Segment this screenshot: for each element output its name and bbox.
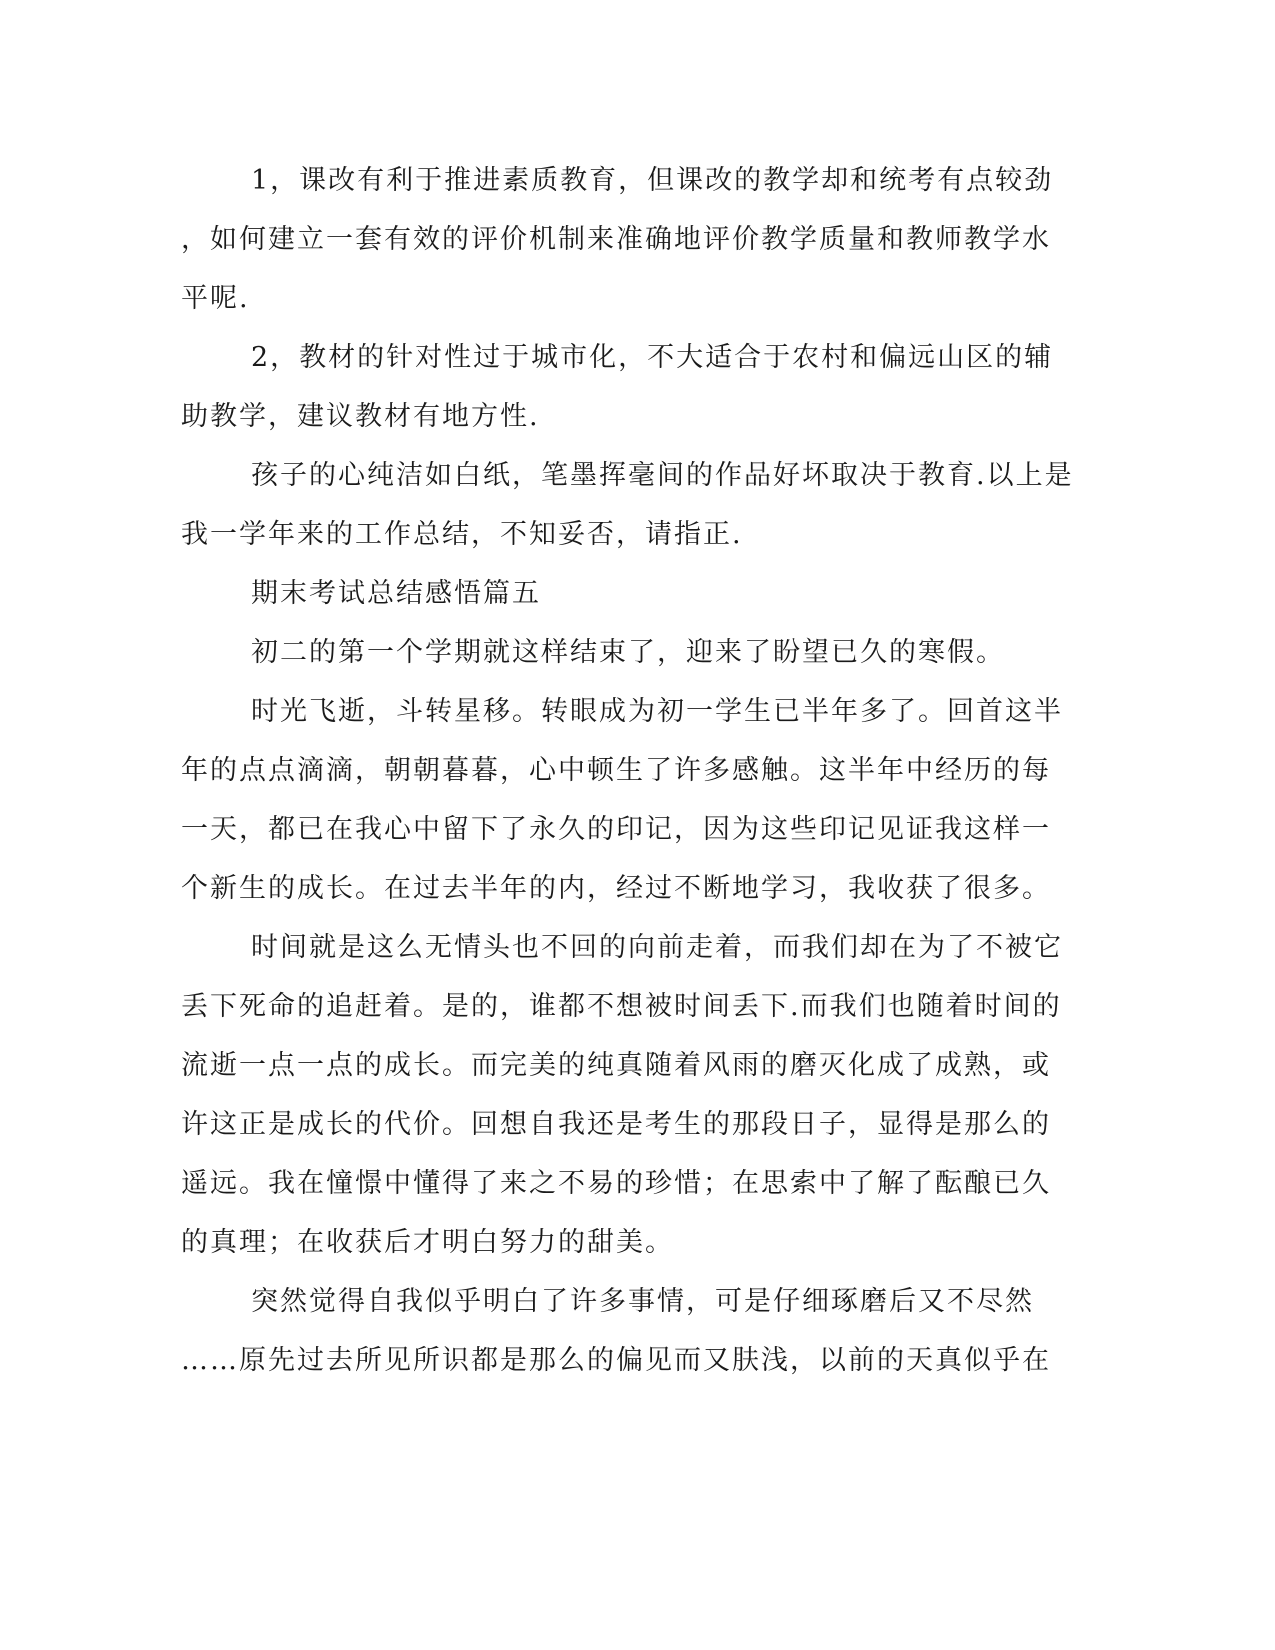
text-line: ，如何建立一套有效的评价机制来准确地评价教学质量和教师教学水 <box>181 224 1051 255</box>
text-line: 个新生的成长。在过去半年的内，经过不断地学习，我收获了很多。 <box>181 873 1051 904</box>
text-line: 一天，都已在我心中留下了永久的印记，因为这些印记见证我这样一 <box>181 814 1051 845</box>
text-line: 我一学年来的工作总结，不知妥否，请指正. <box>181 519 743 550</box>
text-line: 遥远。我在憧憬中懂得了来之不易的珍惜；在思索中了解了酝酿已久 <box>181 1168 1051 1199</box>
text-line: 突然觉得自我似乎明白了许多事情，可是仔细琢磨后又不尽然 <box>251 1286 1034 1317</box>
text-line: ……原先过去所见所识都是那么的偏见而又肤浅，以前的天真似乎在 <box>181 1345 1051 1376</box>
text-line: 许这正是成长的代价。回想自我还是考生的那段日子，显得是那么的 <box>181 1109 1051 1140</box>
text-line: 丢下死命的追赶着。是的，谁都不想被时间丢下.而我们也随着时间的 <box>181 991 1062 1022</box>
text-line: 1，课改有利于推进素质教育，但课改的教学却和统考有点较劲 <box>251 165 1054 196</box>
section-heading: 期末考试总结感悟篇五 <box>251 578 541 609</box>
text-line: 2，教材的针对性过于城市化，不大适合于农村和偏远山区的辅 <box>251 342 1054 373</box>
text-line: 初二的第一个学期就这样结束了，迎来了盼望已久的寒假。 <box>251 637 1005 668</box>
text-line: 年的点点滴滴，朝朝暮暮，心中顿生了许多感触。这半年中经历的每 <box>181 755 1051 786</box>
text-line: 孩子的心纯洁如白纸，笔墨挥毫间的作品好坏取决于教育.以上是 <box>251 460 1074 491</box>
text-line: 平呢. <box>181 283 250 314</box>
text-line: 时间就是这么无情头也不回的向前走着，而我们却在为了不被它 <box>251 932 1063 963</box>
text-line: 的真理；在收获后才明白努力的甜美。 <box>181 1227 674 1258</box>
text-line: 助教学，建议教材有地方性. <box>181 401 540 432</box>
text-line: 流逝一点一点的成长。而完美的纯真随着风雨的磨灭化成了成熟，或 <box>181 1050 1051 1081</box>
text-line: 时光飞逝，斗转星移。转眼成为初一学生已半年多了。回首这半 <box>251 696 1063 727</box>
